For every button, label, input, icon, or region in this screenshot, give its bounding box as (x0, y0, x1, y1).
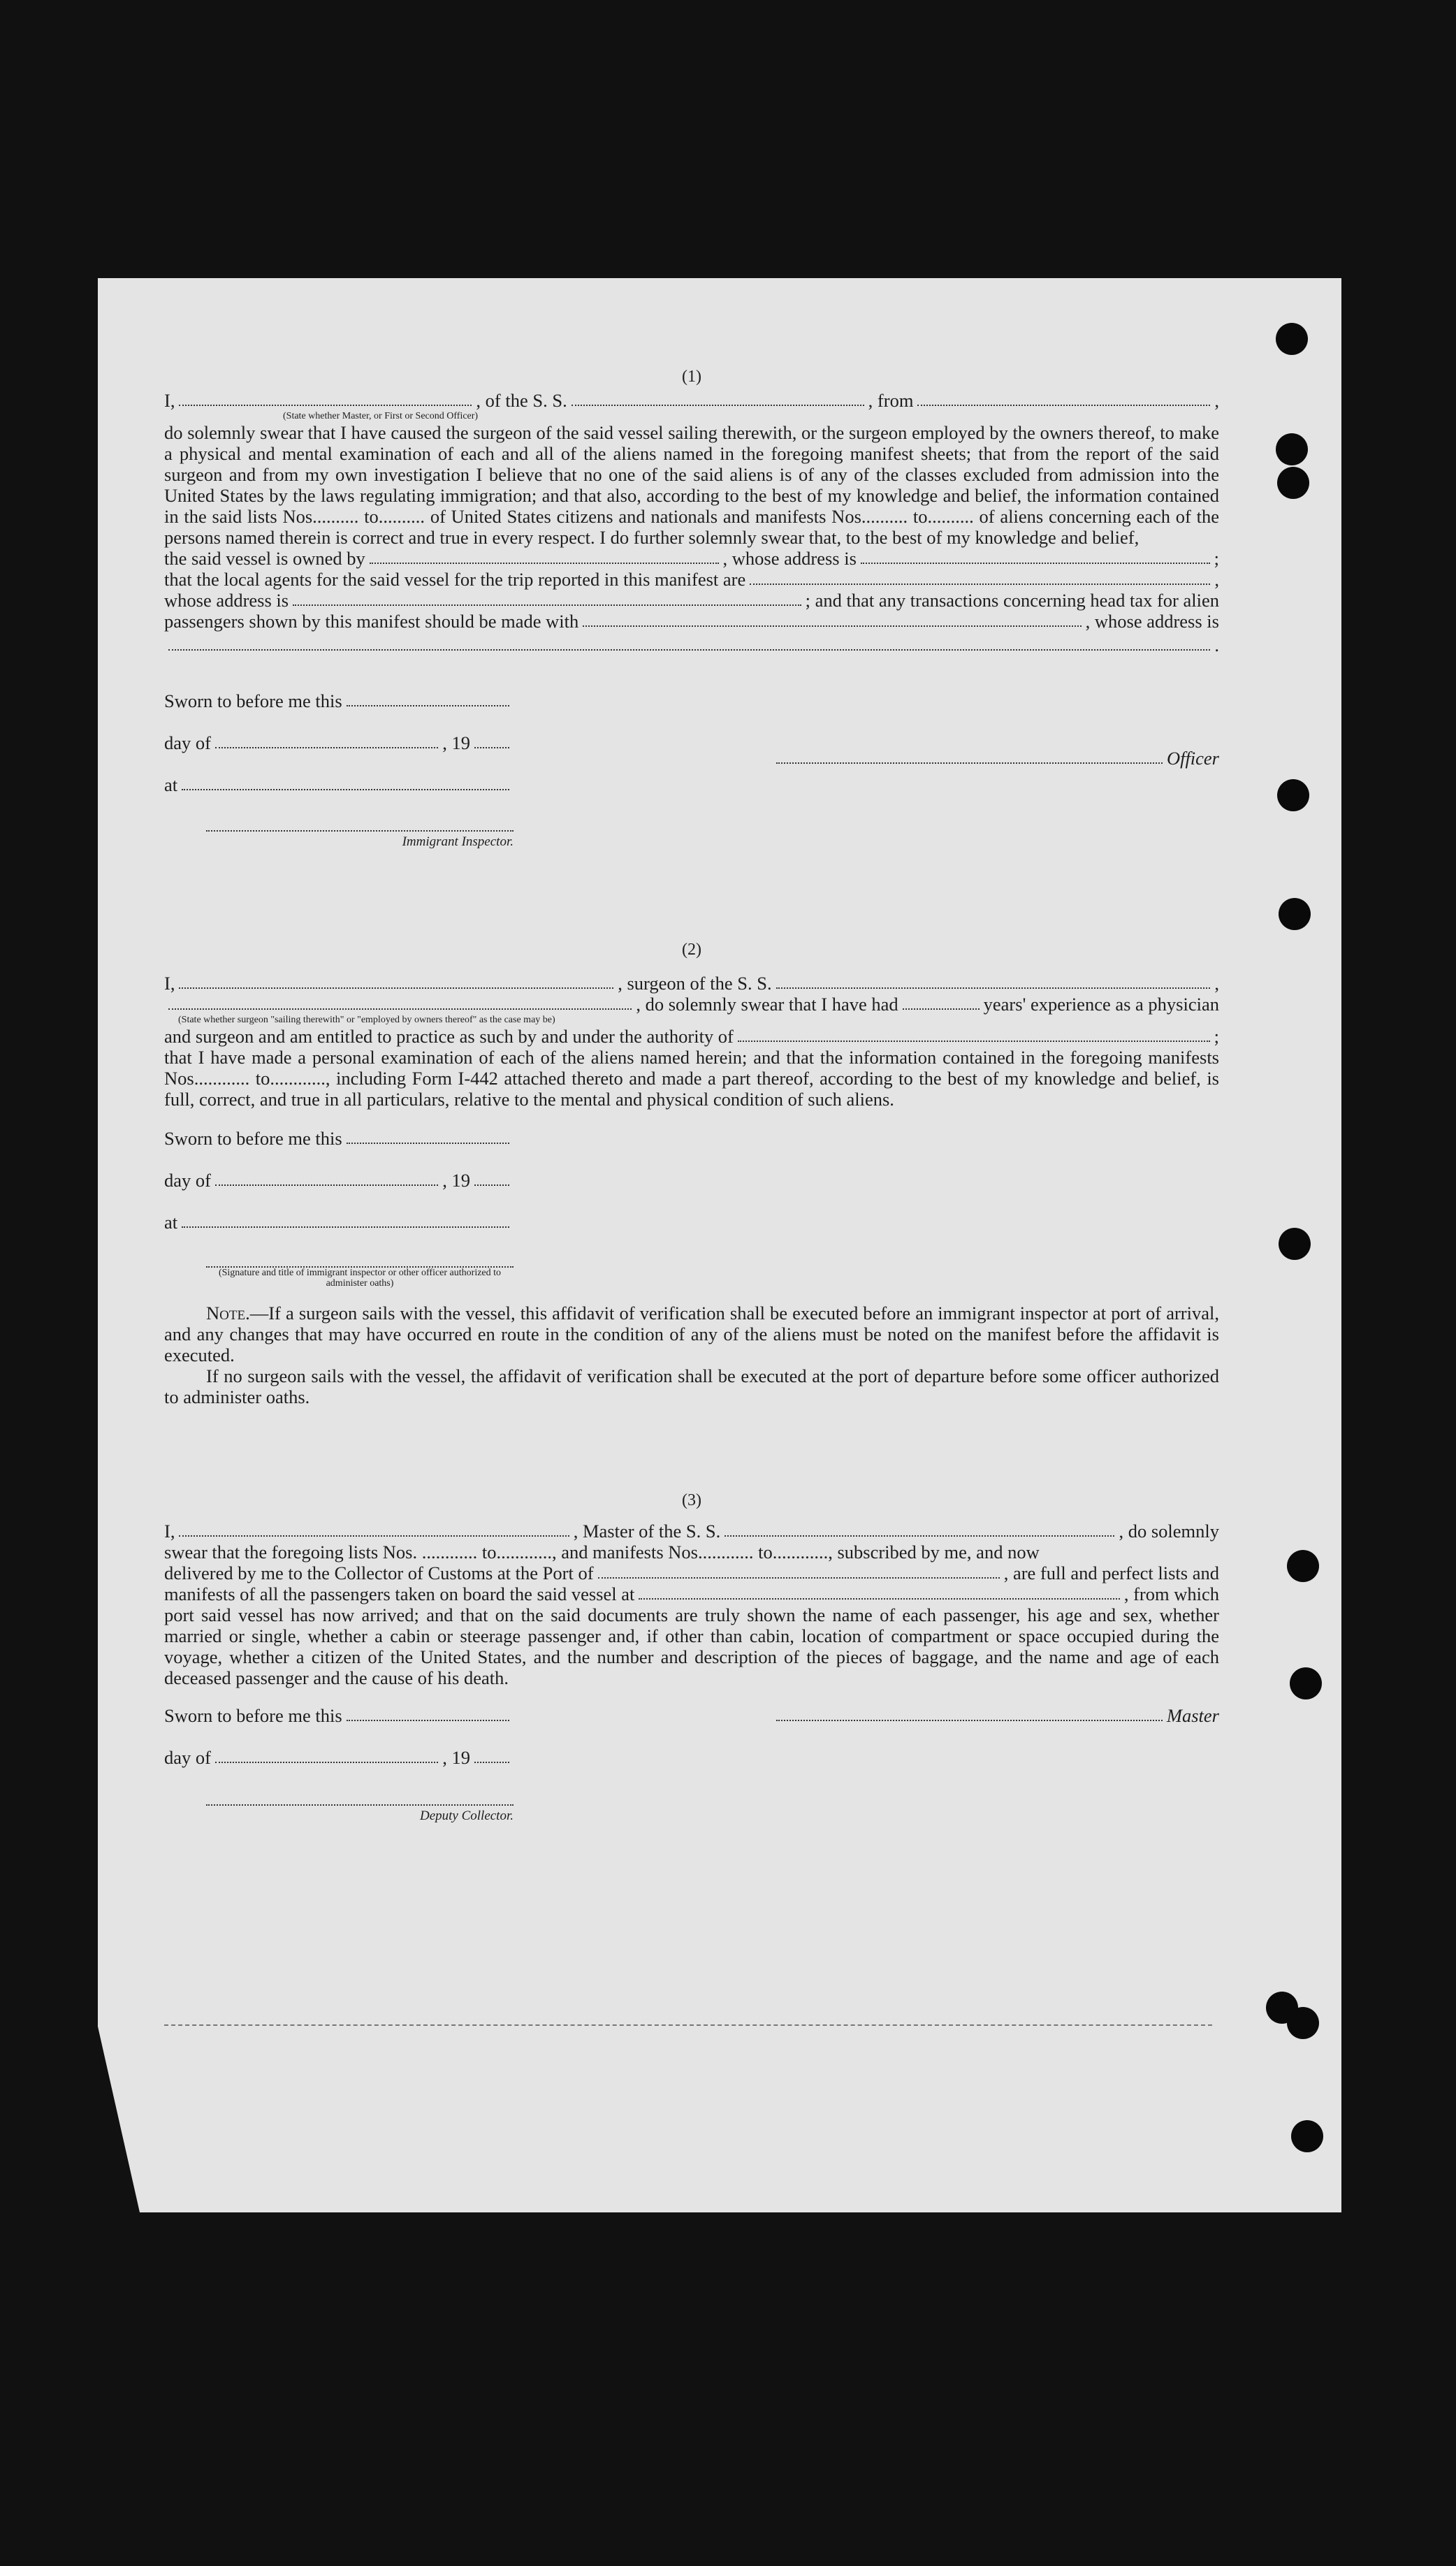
s2-day-field[interactable] (215, 1184, 438, 1186)
s1-line-1: I, , of the S. S. , from , (164, 390, 1220, 411)
s1-sworn-date-field[interactable] (347, 705, 509, 706)
section-3-number: (3) (682, 1491, 701, 1509)
punch-hole (1290, 1667, 1322, 1699)
state-caption: (State whether Master, or First or Second Officer) (283, 411, 479, 421)
s2-sworn-date-field[interactable] (347, 1143, 509, 1144)
torn-corner (98, 2027, 140, 2212)
surgeon-name-field[interactable] (179, 987, 613, 989)
footer-rule (164, 2024, 1212, 2026)
surgeon-state-caption: (State whether surgeon "sailing therewith" or "employed by owners thereof" as the case may be) (178, 1015, 555, 1025)
section-2-number: (2) (682, 941, 701, 959)
s3-paragraph: port said vessel has now arrived; and that on the said documents are truly shown the name of each passenger, his age and sex, whether married or single, whether a cabin or steerage passenger and, if other than cabin, location of compartment or space occupied during the voyage, whether a citizen of the United States, and the number and description of the pieces of baggage, and the name and age of each deceased passenger and the cause of his death. (164, 1604, 1219, 1688)
master-name-field[interactable] (179, 405, 472, 406)
s3-sworn-date-field[interactable] (347, 1720, 509, 1721)
owner-field[interactable] (370, 563, 719, 564)
punch-hole (1276, 433, 1308, 465)
local-agents-field[interactable] (750, 583, 1210, 585)
s2-place-field[interactable] (182, 1226, 509, 1228)
s1-place-field[interactable] (182, 789, 509, 790)
punch-hole (1291, 2120, 1323, 2152)
master-signature-line[interactable] (776, 1720, 1163, 1721)
authority-field[interactable] (738, 1041, 1210, 1042)
from-port-field[interactable] (917, 405, 1210, 406)
s1-paragraph: do solemnly swear that I have caused the surgeon of the said vessel sailing therewith, or the surgeon employed by the owners thereof, to make a physical and mental examination of each and all of the aliens named in the foregoing manifest sheets; that from the report of the said surgeon and from my own investigation I believe that no one of the said aliens is of any of the classes excluded from admission into the United States by the laws regulating immigration; and that also, according to the best of my knowledge and belief, the information contained in the said lists Nos.......... to.......... of United States citizens and nationals and manifests Nos.......... to.......... of aliens concerning each of the persons named therein is correct and true in every respect. I do further solemnly swear that, to the best of my knowledge and belief, (164, 422, 1219, 548)
head-tax-address-field[interactable] (168, 649, 1210, 651)
punch-hole (1279, 898, 1311, 930)
surgeon-status-field[interactable] (168, 1008, 632, 1010)
punch-hole (1287, 2007, 1319, 2039)
punch-hole (1276, 323, 1308, 355)
s3-master-name-field[interactable] (179, 1535, 569, 1537)
s1-day-field[interactable] (215, 747, 438, 748)
surgeon-note-2: If no surgeon sails with the vessel, the affidavit of verification shall be executed at the port of departure before some officer authorized to administer oaths. (164, 1365, 1219, 1407)
s3-day-field[interactable] (215, 1762, 438, 1763)
punch-hole (1277, 779, 1309, 811)
s3-vessel-field[interactable] (725, 1535, 1114, 1537)
collector-caption: Deputy Collector. (419, 1808, 514, 1823)
head-tax-contact-field[interactable] (583, 625, 1081, 627)
punch-hole (1277, 467, 1309, 499)
s3-swear-line: swear that the foregoing lists Nos. ............ to............, and manifests Nos............ to............, subscribed by me, and now (164, 1542, 1040, 1563)
punch-hole (1279, 1228, 1311, 1260)
officer-signature-line[interactable] (776, 762, 1163, 764)
section-1-number: (1) (682, 368, 701, 386)
vessel-name-field[interactable] (572, 405, 864, 406)
agents-address-field[interactable] (293, 604, 801, 606)
owner-address-field[interactable] (861, 563, 1210, 564)
affidavit-content: (1) I, , of the S. S. , from , (State whether Master, or First or Second Officer) do solemnly swear that I have caused the surgeon of the said vessel sailing therewith, or the surgeon employed by the owners thereof, to make a physical and mental examination of each and all of the aliens named in the foregoing manifest sheets; that from the report of the said surgeon and from my own investigation I believe that no one of the said aliens is of any of the classes excluded from admission into the United States by the laws regulating immigration; and that also, according to the best of my knowledge and belief, the information contained in the said lists Nos.......... to.......... of United States citizens and nationals and manifests Nos.......... to.......... of aliens concerning each of the persons named therein is correct and true in every respect. I do further solemnly swear that, to the best of my knowledge and belief, the said vessel is owned by , whose address is ; that the local agents for the said vessel for the trip reported in this manifest are , whose address is ; and that any transactions concerning head tax for alien passengers shown by this manifest should be made with , whose address is . Sworn to before me this day of , 19 at Immigrant Inspector. Officer (2) I, , surgeon of the S. S. , , do solemnly swear that I have had years' experience as a physician (State whether surgeon "sailing therewith" or "employed by owners thereof" as the case may be) and surgeon and am entitled to practice as such by and under the authority of ; that I have made a personal examination of each of the aliens named herein; and that the information contained in the foregoing manifests Nos............ to............, including Form I-442 attached thereto and made a part thereof, according to the best of my knowledge and belief, is full, correct, and true in all particulars, relative to the mental and physical condition of such aliens. Sworn to before me this day of , 19 at (Signature and title of immigrant inspector or other officer authorized to administer oaths) Note.—If a surgeon sails with the vessel, this affidavit of verification shall be executed before an immigrant inspector at port of arrival, and any changes that may have occurred en route in the condition of any of the aliens must be noted on the manifest before the affidavit is executed. If no surgeon sails with the vessel, the affidavit of verification shall be executed at the port of departure before some officer authorized to administer oaths. (3) I, , Master of the S. S. , do solemnly swear that the foregoing lists Nos. ............ to............, and manifests Nos............ to............, subscribed by me, and now delivered by me to the Collector of Customs at the Port of , are full and perfect lists and manifests of all the passengers taken on board the said vessel at , from which port said vessel has now arrived; and that on the said documents are truly shown the name of each passenger, his age and sex, whether married or single, whether a cabin or steerage passenger and, if other than cabin, location of compartment or space occupied during the voyage, whether a citizen of the United States, and the number and description of the pieces of baggage, and the name and age of each deceased passenger and the cause of his death. Sworn to before me this day of , 19 Deputy Collector. Master (164, 363, 1219, 1827)
boarding-port-field[interactable] (639, 1598, 1120, 1600)
years-experience-field[interactable] (903, 1008, 980, 1010)
inspector-caption: Immigrant Inspector. (402, 834, 514, 849)
s2-paragraph: that I have made a personal examination of each of the aliens named herein; and that the information contained in the foregoing manifests Nos............ to............, including Form I-442 attached thereto and made a part thereof, according to the best of my knowledge and belief, is full, correct, and true in all particulars, relative to the mental and physical condition of such aliens. (164, 1047, 1219, 1110)
surgeon-note: Note.—If a surgeon sails with the vessel, this affidavit of verification shall be executed before an immigrant inspector at port of arrival, and any changes that may have occurred en route in the condition of any of the aliens must be noted on the manifest before the affidavit is executed. (164, 1303, 1219, 1365)
punch-hole (1287, 1550, 1319, 1582)
surgeon-vessel-field[interactable] (776, 987, 1211, 989)
signature-caption: (Signature and title of immigrant inspector or other officer authorized to administer oaths) (218, 1268, 502, 1289)
collector-port-field[interactable] (598, 1577, 1000, 1579)
